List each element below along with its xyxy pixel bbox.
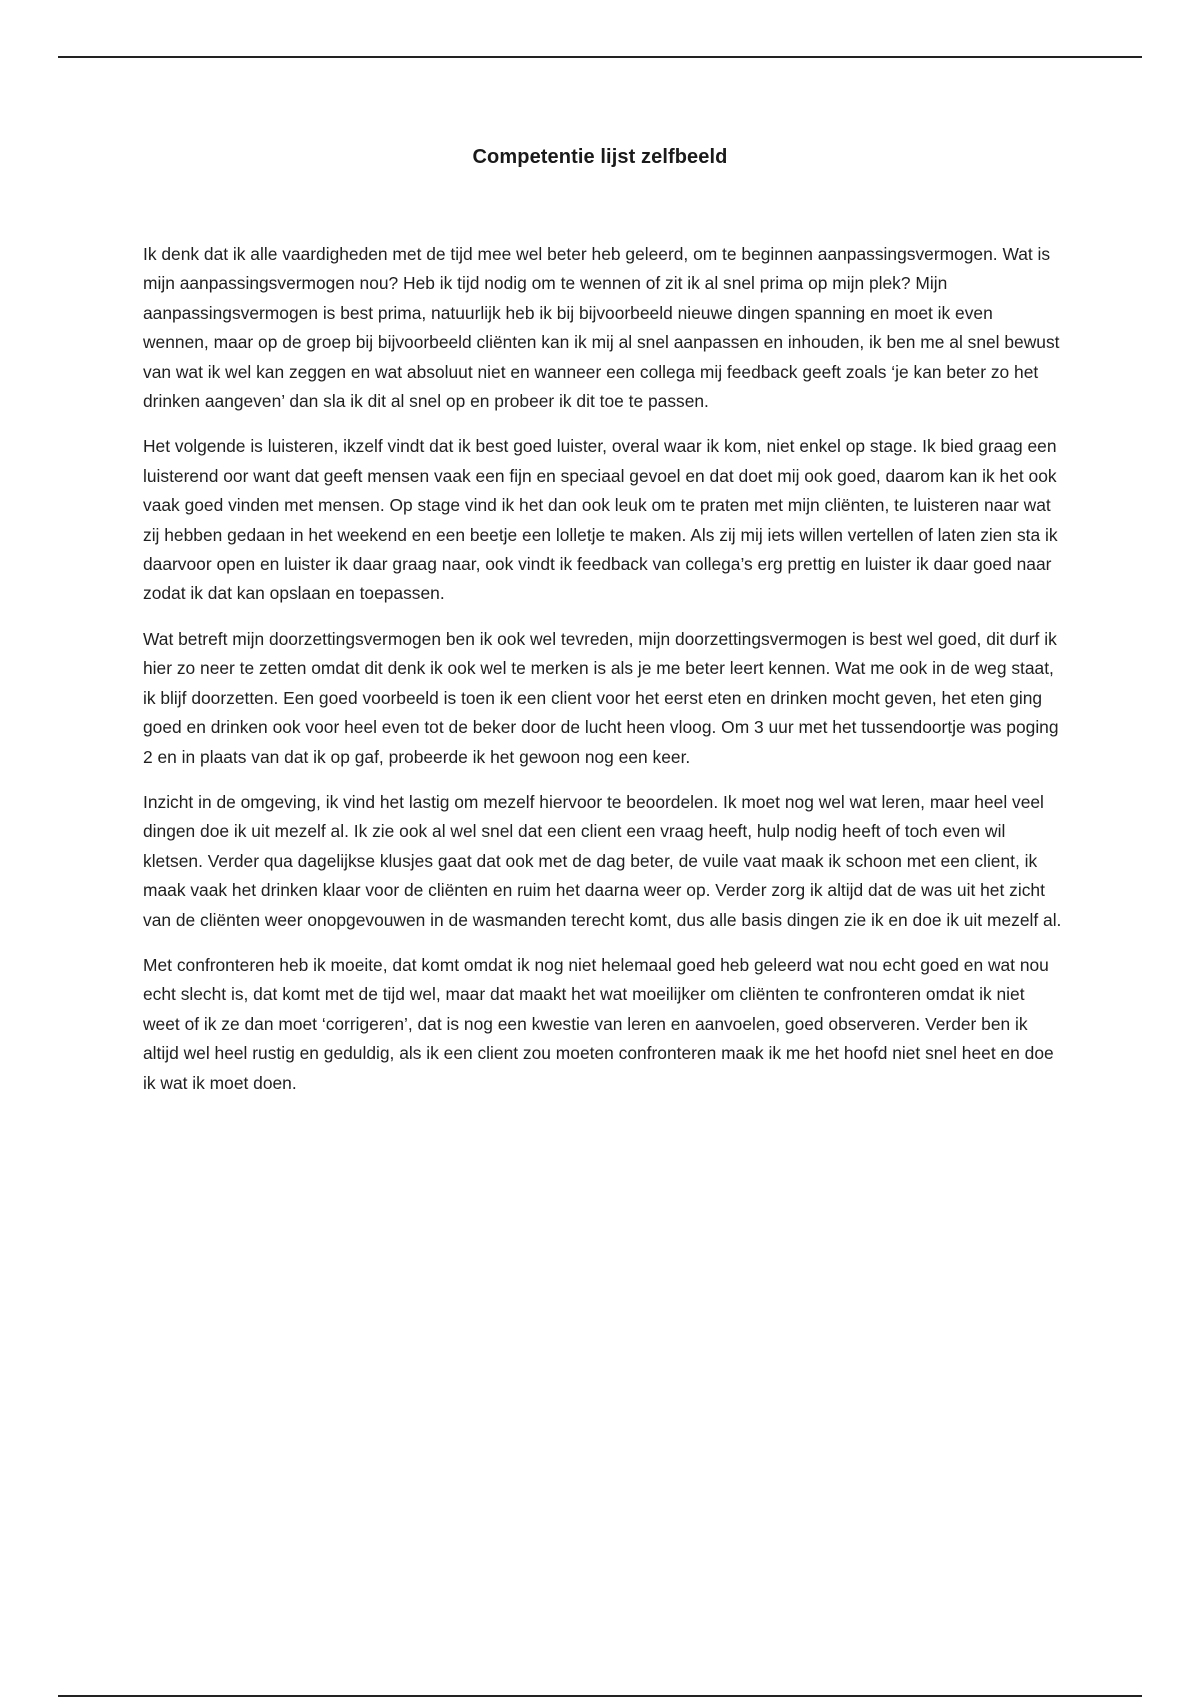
document-title: Competentie lijst zelfbeeld xyxy=(472,146,728,168)
paragraph-perseverance: Wat betreft mijn doorzettingsvermogen ben ik ook wel tevreden, mijn doorzettingsvermogen is best wel goed, dit durf ik hier zo neer te zetten omdat dit denk ik ook wel te merken is als je me beter leert kennen. Wat me ook in de weg staat, ik blijf doorzetten. Een goed voorbeeld is toen ik een client voor het eerst eten en drinken mocht geven, het eten ging goed en drinken ook voor heel even tot de beker door de lucht heen vloog. Om 3 uur met het tussendoortje was poging 2 en in plaats van dat ik op gaf, probeerde ik het gewoon nog een keer. xyxy=(143,628,1059,767)
footer-rule xyxy=(58,1695,1142,1697)
paragraph-environment-insight: Inzicht in de omgeving, ik vind het lastig om mezelf hiervoor te beoordelen. Ik moet nog wel wat leren, maar heel veel dingen doe ik uit mezelf al. Ik zie ook al wel snel dat een client een vraag heeft, hulp nodig heeft of toch even wil kletsen. Verder qua dagelijkse klusjes gaat dat ook met de dag beter, de vuile vaat maak ik schoon met een client, ik maak vaak het drinken klaar voor de cliënten en ruim het daarna weer op. Verder zorg ik altijd dat de was uit het zicht van de cliënten weer onopgevouwen in de wasmanden terecht komt, dus alle basis dingen zie ik en doe ik uit mezelf al. xyxy=(143,791,1062,930)
paragraph-adaptability: Ik denk dat ik alle vaardigheden met de tijd mee wel beter heb geleerd, om te beginnen aanpassingsvermogen. Wat is mijn aanpassingsvermogen nou? Heb ik tijd nodig om te wennen of zit ik al snel prima op mijn plek? Mijn aanpassingsvermogen is best prima, natuurlijk heb ik bij bijvoorbeeld nieuwe dingen spanning en moet ik even wennen, maar op de groep bij bijvoorbeeld cliënten kan ik mij al snel aanpassen en inhouden, ik ben me al snel bewust van wat ik wel kan zeggen en wat absoluut niet en wanneer een collega mij feedback geeft zoals ‘je kan beter zo het drinken aangeven’ dan sla ik dit al snel op en probeer ik dit toe te passen. xyxy=(143,244,1060,412)
paragraph-listening: Het volgende is luisteren, ikzelf vindt dat ik best goed luister, overal waar ik kom, niet enkel op stage. Ik bied graag een luisterend oor want dat geeft mensen vaak een fijn en speciaal gevoel en dat doet mij ook goed, daarom kan ik het ook vaak goed vinden met mensen. Op stage vind ik het dan ook leuk om te praten met mijn cliënten, te luisteren naar wat zij hebben gedaan in het weekend en een beetje een lolletje te maken. Als zij mij iets willen vertellen of laten zien sta ik daarvoor open en luister ik daar graag naar, ook vindt ik feedback van collega’s erg prettig en luister ik daar goed naar zodat ik dat kan opslaan en toepassen. xyxy=(143,436,1058,604)
document-body xyxy=(143,240,1063,1114)
paragraph-confronting: Met confronteren heb ik moeite, dat komt omdat ik nog niet helemaal goed heb geleerd wat nou echt goed en wat nou echt slecht is, dat komt met de tijd wel, maar dat maakt het wat moeilijker om cliënten te confronteren omdat ik niet weet of ik ze dan moet ‘corrigeren’, dat is nog een kwestie van leren en aanvoelen, goed observeren. Verder ben ik altijd wel heel rustig en geduldig, als ik een client zou moeten confronteren maak ik me het hoofd niet snel heet en doe ik wat ik moet doen. xyxy=(143,954,1054,1093)
header-rule xyxy=(58,56,1142,58)
